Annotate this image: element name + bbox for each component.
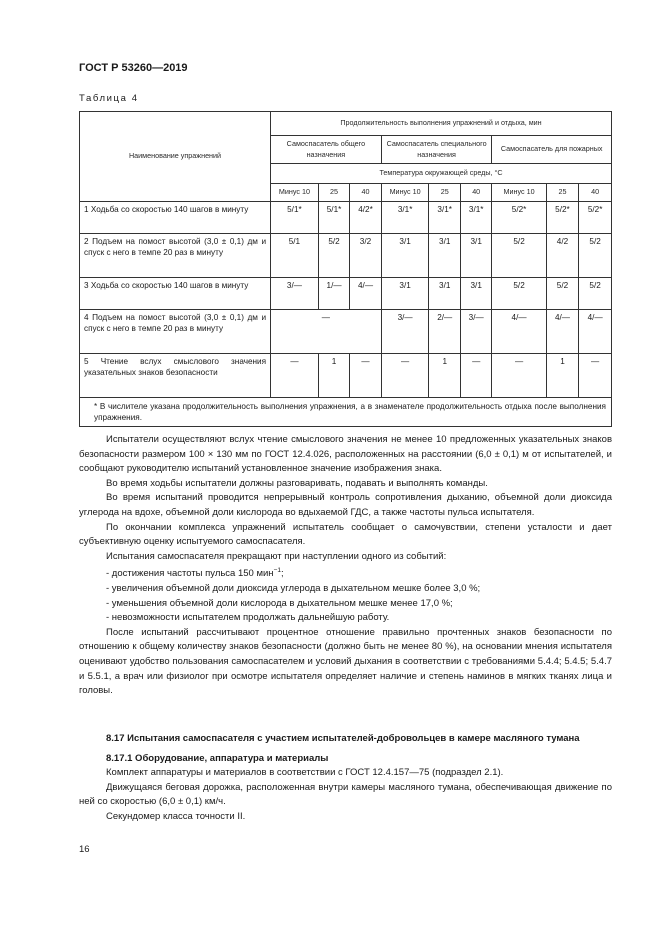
value-cell: — xyxy=(271,354,319,398)
value-cell: — xyxy=(381,354,429,398)
table-caption: Таблица 4 xyxy=(79,93,139,104)
temp-cell: 25 xyxy=(318,184,349,202)
section-heading: 8.17 Испытания самоспасателя с участием испытателей-добровольцев в камере масляного тумана xyxy=(106,733,580,744)
value-cell: 5/1* xyxy=(271,202,319,234)
temp-cell: 40 xyxy=(579,184,612,202)
col-header-group-special: Самоспасатель специального назначения xyxy=(381,136,492,164)
list-item xyxy=(79,564,612,582)
paragraph: Комплект аппаратуры и материалов в соответствии с ГОСТ 12.4.157—75 (подраздел 2.1). xyxy=(106,767,504,779)
value-cell: — xyxy=(579,354,612,398)
col-header-temperature: Температура окружающей среды, °С xyxy=(271,164,612,184)
value-cell: 3/1 xyxy=(429,278,460,310)
col-header-group-firefighter: Самоспасатель для пожарных xyxy=(492,136,612,164)
value-cell: 3/2 xyxy=(350,234,381,278)
table-footnote: * В числителе указана продолжительность выполнения упражнения, а в знаменателе продолжительность отдыха после выполнения упражнения. xyxy=(80,398,612,427)
value-cell: 1/— xyxy=(318,278,349,310)
value-cell: 5/1* xyxy=(318,202,349,234)
section-8-17 xyxy=(79,732,612,825)
value-cell: 3/1 xyxy=(381,234,429,278)
temp-cell: 40 xyxy=(350,184,381,202)
table-row xyxy=(80,234,612,278)
value-cell: — xyxy=(492,354,546,398)
list-item: - увеличения объемной доли диоксида углерода в дыхательном мешке более 3,0 %; xyxy=(106,583,481,595)
temp-cell: 25 xyxy=(429,184,460,202)
paragraph: Испытания самоспасателя прекращают при наступлении одного из событий: xyxy=(106,550,447,562)
temp-cell: 40 xyxy=(460,184,491,202)
exercise-name: 4 Подъем на помост высотой (3,0 ± 0,1) дм и спуск с него в темпе 20 раз в минуту xyxy=(80,310,271,354)
temp-cell: 25 xyxy=(546,184,579,202)
paragraph: Во время ходьбы испытатели должны разговаривать, подавать и выполнять команды. xyxy=(106,477,488,489)
value-cell: 4/2* xyxy=(350,202,381,234)
value-cell: 1 xyxy=(546,354,579,398)
value-cell: 1 xyxy=(429,354,460,398)
page-number: 16 xyxy=(79,844,90,855)
value-cell: 3/1* xyxy=(460,202,491,234)
temp-cell: Минус 10 xyxy=(381,184,429,202)
value-cell: 2/— xyxy=(429,310,460,354)
value-cell: 5/2 xyxy=(579,234,612,278)
value-cell: 5/2* xyxy=(579,202,612,234)
list-item: - невозможности испытателем продолжать дальнейшую работу. xyxy=(106,612,390,624)
superscript: −1 xyxy=(273,567,281,575)
value-cell: 5/1 xyxy=(271,234,319,278)
table-row xyxy=(80,354,612,398)
value-cell: 4/2 xyxy=(546,234,579,278)
merged-value-cell: — xyxy=(271,310,382,354)
temp-cell: Минус 10 xyxy=(492,184,546,202)
value-cell: 3/1 xyxy=(460,234,491,278)
value-cell: 4/— xyxy=(579,310,612,354)
list-item: - уменьшения объемной доли кислорода в дыхательном мешке менее 17,0 %; xyxy=(106,597,453,609)
value-cell: 1 xyxy=(318,354,349,398)
exercise-name: 2 Подъем на помост высотой (3,0 ± 0,1) дм и спуск с него в темпе 20 раз в минуту xyxy=(80,234,271,278)
value-cell: 3/1 xyxy=(460,278,491,310)
exercise-name: 3 Ходьба со скоростью 140 шагов в минуту xyxy=(80,278,271,310)
body-section xyxy=(79,433,612,699)
col-header-exercise-name: Наименование упражнений xyxy=(80,112,271,202)
paragraph: По окончании комплекса упражнений испытатель сообщает о самочувствии, степени усталости и дает субъективную оценку испытуемого самоспасателя. xyxy=(79,521,612,548)
value-cell: — xyxy=(460,354,491,398)
col-header-duration: Продолжительность выполнения упражнений и отдыха, мин xyxy=(271,112,612,136)
value-cell: 3/1 xyxy=(429,234,460,278)
value-cell: 3/1 xyxy=(381,278,429,310)
value-cell: 3/1* xyxy=(429,202,460,234)
value-cell: — xyxy=(350,354,381,398)
list-item-text: - достижения частоты пульса 150 мин xyxy=(106,568,274,580)
value-cell: 5/2 xyxy=(492,234,546,278)
exercise-name: 5 Чтение вслух смыслового значения указательных знаков безопасности xyxy=(80,354,271,398)
table-footnote-row xyxy=(80,398,612,427)
table-row xyxy=(80,310,612,354)
value-cell: 4/— xyxy=(350,278,381,310)
value-cell: 5/2 xyxy=(579,278,612,310)
paragraph: Во время испытаний проводится непрерывный контроль сопротивления дыханию, объемной доли диоксида углерода на вдохе, объемной доли кислорода во вдыхаемой ГДС, а также частоты пульса испытателя. xyxy=(79,492,612,518)
value-cell: 5/2 xyxy=(546,278,579,310)
paragraph: После испытаний рассчитывают процентное отношение правильно прочтенных знаков безопасности по отношению к общему количеству знаков безопасности (должно быть не менее 80 %), на основании мнения испытателя оценивают удобство пользования самоспасателем и условий дыхания в соответствии с требованиями 5.4.4; 5.4.5; 5.4.7 и 5.5.1, а врач или физиолог при осмотре испытателя определяет наличие и степень наминов в мягких тканях лица и головы. xyxy=(79,626,612,697)
exercise-name: 1 Ходьба со скоростью 140 шагов в минуту xyxy=(80,202,271,234)
value-cell: 5/2* xyxy=(546,202,579,234)
value-cell: 3/— xyxy=(460,310,491,354)
value-cell: 3/— xyxy=(381,310,429,354)
value-cell: 3/— xyxy=(271,278,319,310)
table-row xyxy=(80,202,612,234)
value-cell: 3/1* xyxy=(381,202,429,234)
paragraph: Испытатели осуществляют вслух чтение смыслового значения не менее 10 предложенных указательных знаков безопасности размером 100 × 130 мм по ГОСТ 12.4.026, расположенных на расстоянии (6,0 ± 0,1) м от испытателей, и сообщают руководителю испытаний установленное значение изображения знака. xyxy=(79,434,612,475)
col-header-group-general: Самоспасатель общего назначения xyxy=(271,136,382,164)
value-cell: 5/2 xyxy=(492,278,546,310)
value-cell: 5/2 xyxy=(318,234,349,278)
value-cell: 5/2* xyxy=(492,202,546,234)
value-cell: 4/— xyxy=(546,310,579,354)
temp-cell: Минус 10 xyxy=(271,184,319,202)
table-row xyxy=(80,278,612,310)
document-code: ГОСТ Р 53260—2019 xyxy=(79,62,188,74)
paragraph: Секундомер класса точности II. xyxy=(106,810,246,822)
subsection-heading: 8.17.1 Оборудование, аппаратура и материалы xyxy=(106,752,329,764)
paragraph: Движущаяся беговая дорожка, расположенная внутри камеры масляного тумана, обеспечивающая движение по ней со скоростью (6,0 ± 0,1) км/ч. xyxy=(79,781,612,808)
list-item-text: ; xyxy=(280,568,284,580)
exercise-table xyxy=(79,111,612,427)
value-cell: 4/— xyxy=(492,310,546,354)
